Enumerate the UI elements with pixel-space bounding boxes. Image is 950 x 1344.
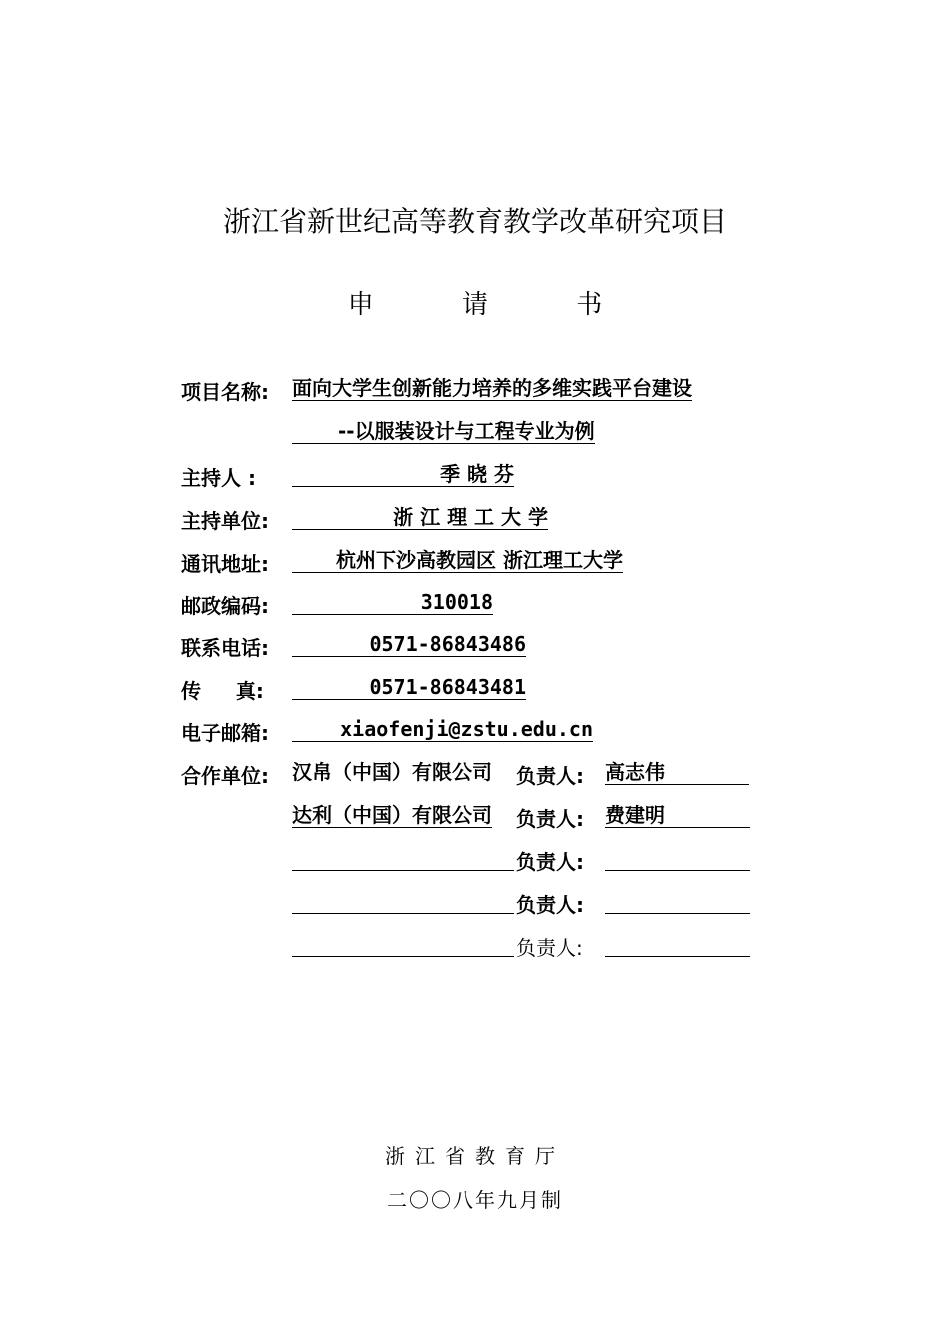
partner-resp-label-5: 负责人: — [516, 936, 583, 960]
partner-person-5 — [605, 932, 750, 957]
project-name-value-line2: --以服装设计与工程专业为例 — [292, 419, 595, 444]
document-subtitle: 申 请 书 — [347, 290, 643, 320]
host-value: 季 晓 芬 — [292, 462, 514, 487]
partner-person-3 — [605, 846, 750, 871]
partner-unit-2: 达利（中国）有限公司 — [292, 803, 492, 827]
partner-resp-label-2: 负责人: — [516, 807, 584, 831]
partner-label: 合作单位: — [181, 764, 269, 788]
partner-person-4 — [605, 889, 750, 914]
document-title: 浙江省新世纪高等教育教学改革研究项目 — [222, 205, 727, 238]
unit-value: 浙 江 理 工 大 学 — [292, 505, 548, 530]
partner-person-2: 费建明 — [605, 803, 750, 828]
phone-label: 联系电话: — [181, 636, 269, 660]
email-value: xiaofenji@zstu.edu.cn — [292, 717, 593, 742]
postcode-value: 310018 — [292, 590, 493, 615]
host-label: 主持人 : — [181, 466, 256, 490]
partner-unit-4 — [292, 889, 514, 914]
postcode-label: 邮政编码: — [181, 594, 269, 618]
partner-resp-label-4: 负责人: — [516, 893, 584, 917]
email-label: 电子邮箱: — [181, 721, 269, 745]
project-name-label: 项目名称: — [181, 380, 269, 404]
project-name-value: 面向大学生创新能力培养的多维实践平台建设 — [292, 376, 692, 400]
partner-unit-5 — [292, 932, 514, 957]
issue-date: 二〇〇八年九月制 — [387, 1188, 563, 1212]
partner-resp-label-3: 负责人: — [516, 850, 584, 874]
fax-label: 传 真: — [181, 679, 264, 703]
partner-resp-label-1: 负责人: — [516, 764, 584, 788]
partner-unit-1: 汉帛（中国）有限公司 — [292, 760, 492, 784]
unit-label: 主持单位: — [181, 509, 269, 533]
partner-unit-3 — [292, 846, 514, 871]
address-value: 杭州下沙高教园区 浙江理工大学 — [292, 548, 623, 573]
address-label: 通讯地址: — [181, 552, 269, 576]
issuer: 浙江省教育厅 — [385, 1144, 565, 1168]
fax-value: 0571-86843481 — [292, 675, 526, 700]
partner-person-1: 高志伟 — [605, 760, 749, 785]
phone-value: 0571-86843486 — [292, 632, 526, 657]
